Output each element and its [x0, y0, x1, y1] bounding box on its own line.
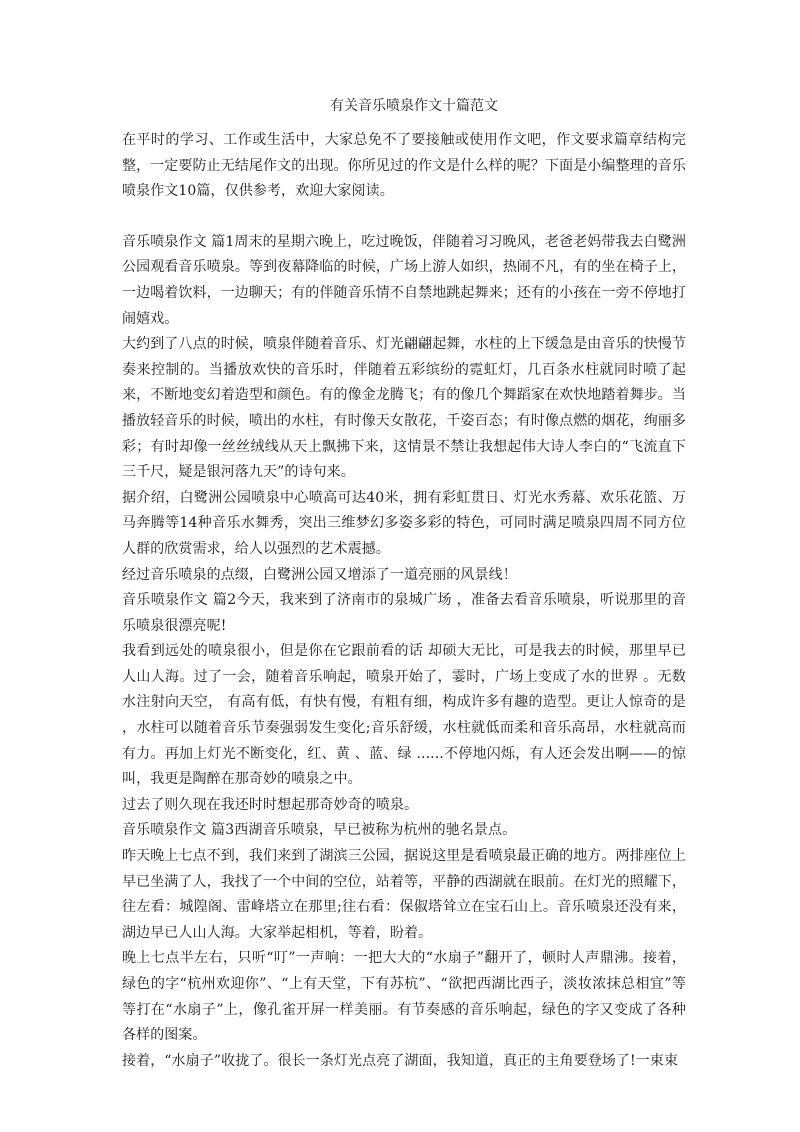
paragraph-essay-2-opening: 音乐喷泉作文 篇2今天，我来到了济南市的泉城广场 ，准备去看音乐喷泉，听说那里的音乐喷泉很漂亮呢! [122, 592, 686, 634]
paragraph-essay-1-ending: 经过音乐喷泉的点缀，白鹭洲公园又增添了一道亮丽的风景线！ [122, 566, 517, 583]
intro-paragraph: 在平时的学习、工作或生活中，大家总免不了要接触或使用作文吧，作文要求篇章结构完整，一定要防止无结尾作文的出现。你所见过的作文是什么样的呢？下面是小编整理的音乐喷泉作文10篇，仅供参考，欢迎大家阅读。 [122, 132, 686, 200]
paragraph-essay-1-fountain: 大约到了八点的时候，喷泉伴随着音乐、灯光翩翩起舞，水柱的上下缓急是由音乐的快慢节奏来控制的。当播放欢快的音乐时，伴随着五彩缤纷的霓虹灯，几百条水柱就同时喷了起来，不断地变幻着造型和颜色。有的像金龙腾飞；有的像几个舞蹈家在欢快地踏着舞步。当播放轻音乐的时候，喷出的水柱，有时像天女散花，千姿百态；有时像点燃的烟花，绚丽多彩；有时却像一丝丝绒线从天上飘拂下来，这情景不禁让我想起伟大诗人李白的“飞流直下三千尺，疑是银河落九天”的诗句来。 [122, 336, 686, 481]
paragraph-essay-2-ending: 过去了则久现在我还时时想起那奇妙奇的喷泉。 [122, 796, 419, 813]
document-page [122, 96, 686, 1074]
document-title: 有关音乐喷泉作文十篇范文 [330, 98, 498, 114]
paragraph-essay-3-opening: 音乐喷泉作文 篇3西湖音乐喷泉，早已被称为杭州的驰名景点。 [122, 822, 517, 839]
paragraph-essay-1-intro: 据介绍，白鹭洲公园喷泉中心喷高可达40米，拥有彩虹贯日、灯光水秀幕、欢乐花篮、万马奔腾等14种音乐水舞秀，突出三维梦幻多姿多彩的特色，可同时满足喷泉四周不同方位人群的欣赏需求，给人以强烈的艺术震撼。 [122, 489, 686, 557]
paragraph-essay-3-continued: 接着，“水扇子”收拢了。很长一条灯光点亮了湖面，我知道，真正的主角要登场了!一束束 [122, 1052, 679, 1069]
paragraph-essay-3-waiting: 昨天晚上七点不到，我们来到了湖滨三公园，据说这里是看喷泉最正确的地方。两排座位上早已坐满了人，我找了一个中间的空位，站着等，平静的西湖就在眼前。在灯光的照耀下，往左看：城隍阁、雷峰塔立在那里;往右看：保俶塔耸立在宝石山上。音乐喷泉还没有来，湖边早已人山人海。大家举起相机，等着，盼着。 [122, 848, 686, 941]
paragraph-essay-1-opening: 音乐喷泉作文 篇1周末的星期六晚上，吃过晚饭，伴随着习习晚风，老爸老妈带我去白鹭洲公园观看音乐喷泉。等到夜幕降临的时候，广场上游人如织，热闹不凡，有的坐在椅子上，一边喝着饮料，一边聊天；有的伴随音乐情不自禁地跳起舞来；还有的小孩在一旁不停地打闹嬉戏。 [122, 233, 686, 327]
paragraph-essay-2-body: 我看到远处的喷泉很小，但是你在它跟前看的话 却硕大无比，可是我去的时候，那里早已人山人海。过了一会，随着音乐响起，喷泉开始了，霎时，广场上变成了水的世界 。无数水注射向天空， 有高有低，有快有慢，有粗有细，构成许多有趣的造型。更让人惊奇的是 ，水柱可以随着音乐节奏强弱发生变化;音乐舒缓，水柱就低而柔和音乐高昂，水柱就高而有力。再加上灯光不断变化，红、黄 、蓝、绿 ......不停地闪烁，有人还会发出啊——的惊叫，我更是陶醉在那奇妙的喷泉之中。 [122, 643, 686, 788]
paragraph-essay-3-show: 晚上七点半左右，只听“叮”一声响：一把大大的“水扇子”翻开了，顿时人声鼎沸。接着，绿色的字“杭州欢迎你”、“上有天堂，下有苏杭”、“欲把西湖比西子，淡妆浓抹总相宜”等等打在“水扇子”上，像孔雀开屏一样美丽。有节奏感的音乐响起，绿色的字又变成了各种各样的图案。 [122, 950, 686, 1044]
